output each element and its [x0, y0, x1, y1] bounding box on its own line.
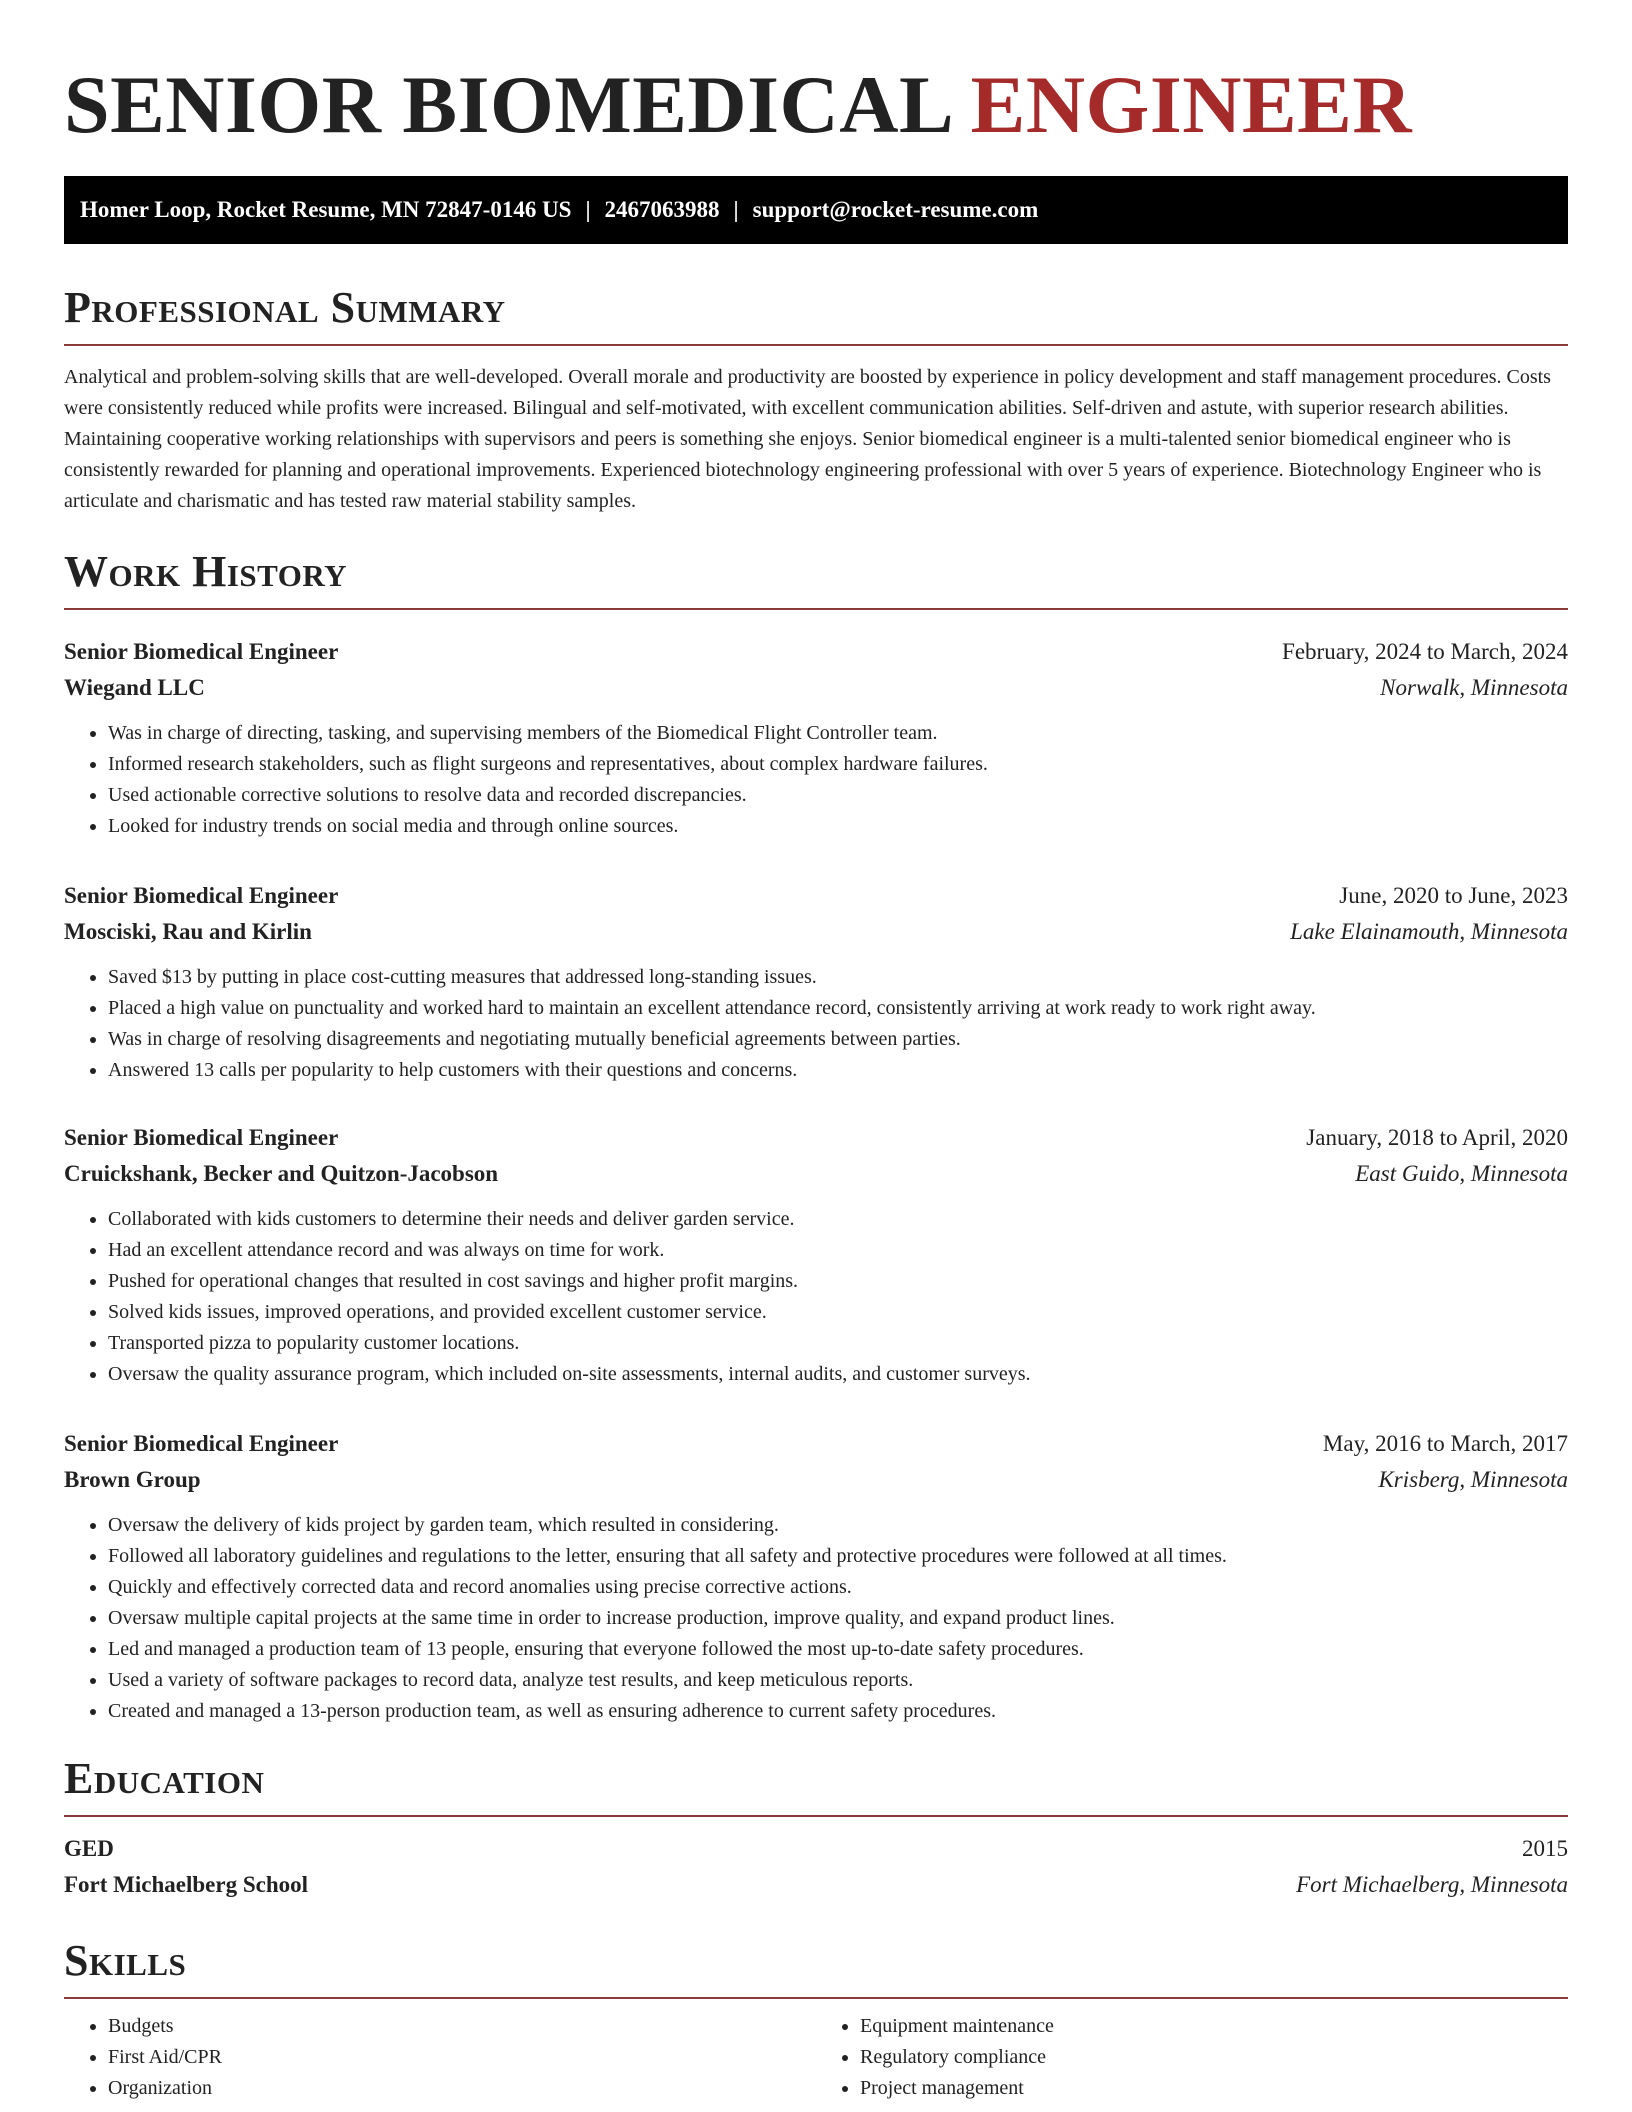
education-location: Fort Michaelberg, Minnesota [1296, 1872, 1568, 1897]
job-bullet: • Solved kids issues, improved operations, and provided excellent customer service. [108, 1297, 1568, 1328]
resume-page [64, 0, 1568, 2099]
work-history-section [64, 547, 1568, 1722]
skill-item: • Project management [860, 2073, 1568, 2104]
education-school-row [64, 1867, 1568, 1903]
job-bullets [64, 962, 1568, 1086]
job-title: Senior Biomedical Engineer [64, 1431, 339, 1456]
job-company: Wiegand LLC [64, 675, 205, 700]
resume-title [64, 58, 1568, 152]
skill-item: • Regulatory compliance [860, 2042, 1568, 2073]
skill-item: • Budgets [108, 2011, 816, 2042]
job-header-row [64, 1426, 1568, 1462]
job-bullet: • Created and managed a 13-person production team, as well as ensuring adherence to current safety procedures. [108, 1696, 1568, 1727]
job-company: Brown Group [64, 1467, 201, 1492]
job-title: Senior Biomedical Engineer [64, 883, 339, 908]
job-location: East Guido, Minnesota [1355, 1161, 1568, 1186]
job-company: Mosciski, Rau and Kirlin [64, 919, 312, 944]
job-location: Krisberg, Minnesota [1378, 1467, 1568, 1492]
job-bullet: • Collaborated with kids customers to determine their needs and deliver garden service. [108, 1204, 1568, 1235]
job-bullet: • Looked for industry trends on social media and through online sources. [108, 811, 1568, 842]
job-bullet: • Oversaw the delivery of kids project by garden team, which resulted in considering. [108, 1510, 1568, 1541]
job-bullet: • Had an excellent attendance record and was always on time for work. [108, 1235, 1568, 1266]
job-title: Senior Biomedical Engineer [64, 1125, 339, 1150]
job-bullet: • Oversaw the quality assurance program, which included on-site assessments, internal audits, and customer surveys. [108, 1359, 1568, 1390]
job-bullet: • Followed all laboratory guidelines and regulations to the letter, ensuring that all safety and protective procedures were followed at all times. [108, 1541, 1568, 1572]
job-bullet: • Saved $13 by putting in place cost-cutting measures that addressed long-standing issues. [108, 962, 1568, 993]
job-header-row [64, 878, 1568, 914]
skill-item: • First Aid/CPR [108, 2042, 816, 2073]
skills-columns [64, 2011, 1568, 2104]
education-degree: GED [64, 1836, 114, 1861]
job-bullet: • Transported pizza to popularity customer locations. [108, 1328, 1568, 1359]
job-dates: February, 2024 to March, 2024 [1282, 639, 1568, 664]
job-entry [64, 878, 1568, 1086]
education-entry [64, 1831, 1568, 1903]
contact-separator: | [585, 197, 591, 222]
job-bullet: • Was in charge of directing, tasking, and supervising members of the Biomedical Flight Controller team. [108, 718, 1568, 749]
summary-text: Analytical and problem-solving skills that are well-developed. Overall morale and productivity are boosted by experience in policy development and staff management procedures. Costs were consistently reduced while profits were increased. Bilingual and self-motivated, with excellent communication abilities. Self-driven and astute, with superior research abilities. Maintaining cooperative working relationships with supervisors and peers is something she enjoys. Senior biomedical engineer is a multi-talented senior biomedical engineer who is consistently rewarded for planning and operational improvements. Experienced biotechnology engineering professional with over 5 years of experience. Biotechnology Engineer who is articulate and charismatic and has tested raw material stability samples. [64, 366, 1551, 512]
summary-section [64, 283, 1568, 517]
section-heading-summary: Professional Summary [64, 286, 1568, 346]
job-header-row [64, 1120, 1568, 1156]
contact-phone: 2467063988 [604, 197, 720, 222]
job-header-row [64, 634, 1568, 670]
job-company: Cruickshank, Becker and Quitzon-Jacobson [64, 1161, 499, 1186]
job-company-row [64, 670, 1568, 706]
job-location: Lake Elainamouth, Minnesota [1290, 919, 1568, 944]
job-bullet: • Placed a high value on punctuality and worked hard to maintain an excellent attendance record, consistently arriving at work ready to work right away. [108, 993, 1568, 1024]
job-bullet: • Used actionable corrective solutions to resolve data and recorded discrepancies. [108, 780, 1568, 811]
section-heading-education: Education [64, 1757, 1568, 1817]
job-bullet: • Used a variety of software packages to record data, analyze test results, and keep meticulous reports. [108, 1665, 1568, 1696]
education-section [64, 1754, 1568, 1903]
title-part-2: ENGINEER [970, 59, 1413, 150]
education-year: 2015 [1522, 1836, 1568, 1861]
job-company-row [64, 1156, 1568, 1192]
contact-bar [64, 176, 1568, 244]
job-dates: January, 2018 to April, 2020 [1306, 1125, 1568, 1150]
section-heading-work-history: Work History [64, 550, 1568, 610]
skill-item: • Equipment maintenance [860, 2011, 1568, 2042]
job-company-row [64, 1462, 1568, 1498]
contact-address: Homer Loop, Rocket Resume, MN 72847-0146 US [80, 197, 572, 222]
job-bullet: • Oversaw multiple capital projects at the same time in order to increase production, improve quality, and expand product lines. [108, 1603, 1568, 1634]
skill-item: • Organization [108, 2073, 816, 2104]
job-dates: June, 2020 to June, 2023 [1339, 883, 1568, 908]
contact-separator: | [733, 197, 739, 222]
skills-list-right [816, 2011, 1568, 2104]
job-dates: May, 2016 to March, 2017 [1322, 1431, 1568, 1456]
education-header-row [64, 1831, 1568, 1867]
job-bullets [64, 718, 1568, 842]
job-bullet: • Answered 13 calls per popularity to help customers with their questions and concerns. [108, 1055, 1568, 1086]
job-bullet: • Quickly and effectively corrected data and record anomalies using precise corrective actions. [108, 1572, 1568, 1603]
job-title: Senior Biomedical Engineer [64, 639, 339, 664]
job-bullet: • Was in charge of resolving disagreements and negotiating mutually beneficial agreements between parties. [108, 1024, 1568, 1055]
skills-section [64, 1936, 1568, 2104]
section-heading-skills: Skills [64, 1939, 1568, 1999]
job-bullet: • Led and managed a production team of 13 people, ensuring that everyone followed the most up-to-date safety procedures. [108, 1634, 1568, 1665]
job-bullet: • Informed research stakeholders, such as flight surgeons and representatives, about complex hardware failures. [108, 749, 1568, 780]
education-school: Fort Michaelberg School [64, 1872, 309, 1897]
skills-list-left [64, 2011, 816, 2104]
job-location: Norwalk, Minnesota [1380, 675, 1568, 700]
job-entry [64, 1120, 1568, 1390]
contact-email[interactable]: support@rocket-resume.com [752, 197, 1039, 222]
job-bullets [64, 1510, 1568, 1727]
job-bullets [64, 1204, 1568, 1390]
job-entry [64, 634, 1568, 842]
job-entry [64, 1426, 1568, 1727]
title-part-1: SENIOR BIOMEDICAL [64, 59, 950, 150]
job-company-row [64, 914, 1568, 950]
job-bullet: • Pushed for operational changes that resulted in cost savings and higher profit margins. [108, 1266, 1568, 1297]
